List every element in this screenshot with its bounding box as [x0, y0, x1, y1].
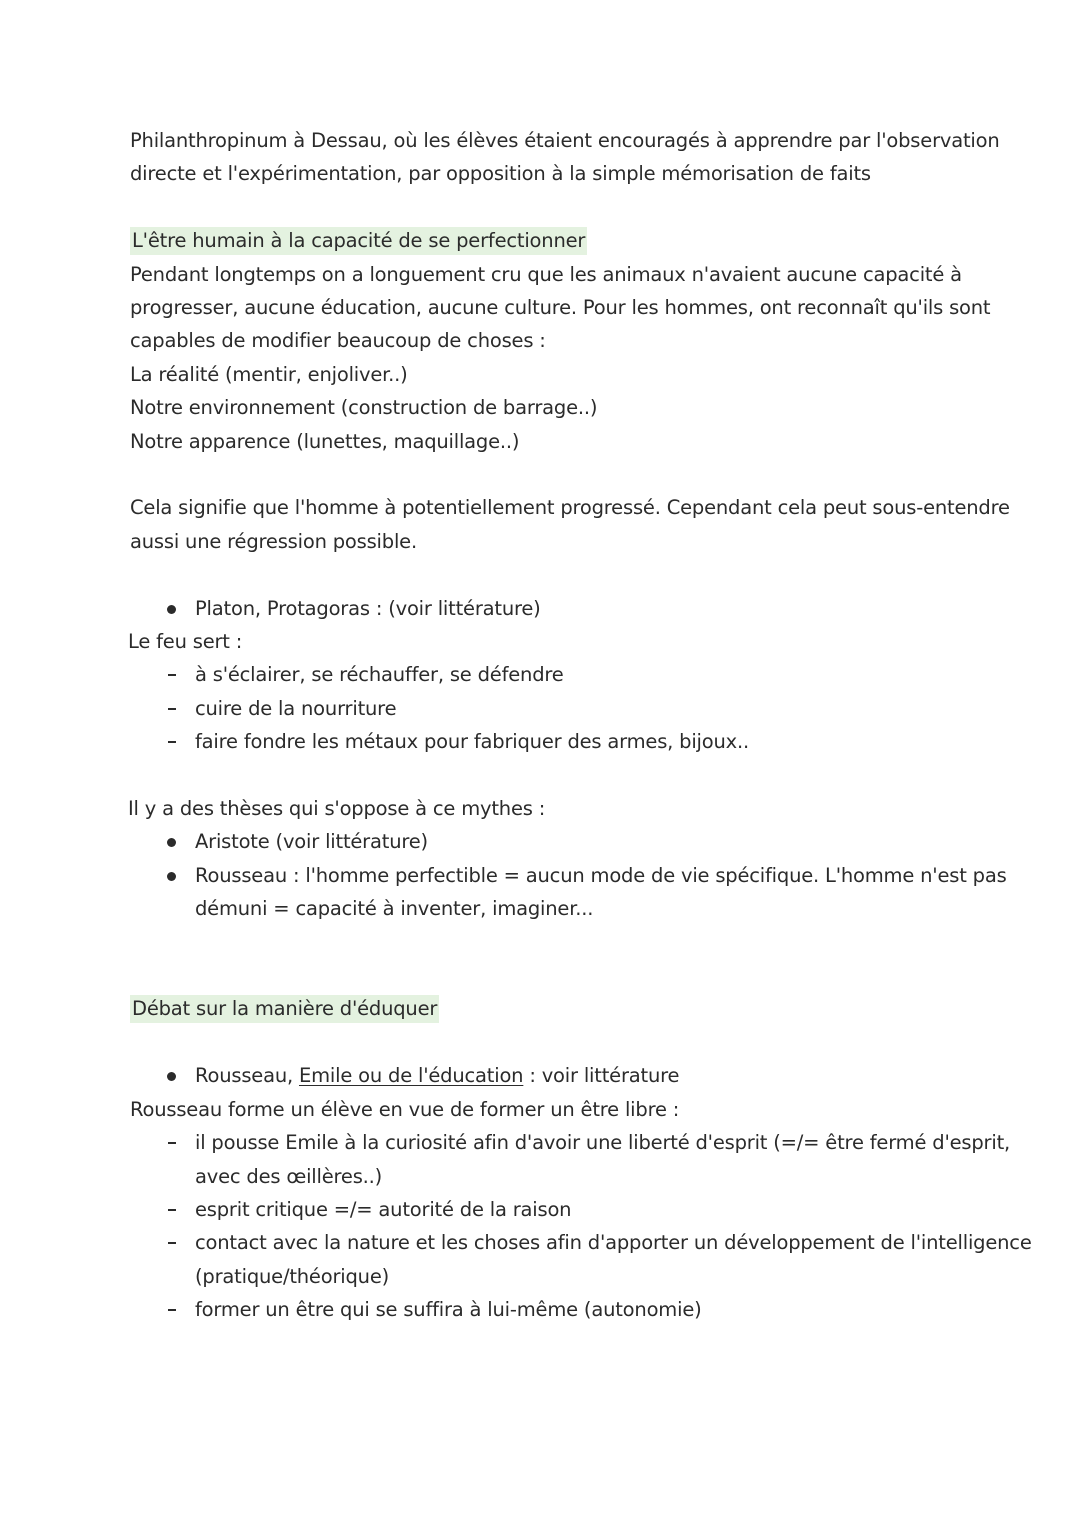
intro-line-2: directe et l'expérimentation, par opposition à la simple mémorisation de faits	[130, 162, 871, 186]
dash-text: esprit critique =/= autorité de la raison	[195, 1197, 572, 1221]
dash-text: contact avec la nature et les choses afin d'apporter un développement de l'intelligence	[195, 1231, 1032, 1255]
bullet-item-rousseau	[130, 859, 1007, 892]
dash-continuation: (pratique/théorique)	[195, 1264, 390, 1288]
dash-item	[130, 658, 950, 691]
paragraph-line: La réalité (mentir, enjoliver..)	[130, 362, 408, 386]
fire-intro: Le feu sert :	[128, 630, 243, 654]
theses-intro: Il y a des thèses qui s'oppose à ce mythes :	[128, 797, 546, 821]
dash-item	[130, 1293, 950, 1326]
dash-text: cuire de la nourriture	[195, 696, 397, 720]
book-title: Emile ou de l'éducation	[298, 1064, 524, 1088]
paragraph-line: Rousseau forme un élève en vue de former un être libre :	[130, 1097, 680, 1121]
highlighted-heading: L'être humain à la capacité de se perfectionner	[130, 227, 587, 255]
bullet-dot-icon	[167, 605, 176, 614]
dash-item	[130, 1226, 1032, 1259]
note-page	[128, 124, 1032, 1327]
bullet-text: Platon, Protagoras : (voir littérature)	[195, 596, 541, 620]
highlighted-heading: Débat sur la manière d'éduquer	[130, 995, 439, 1023]
dash-text: former un être qui se suffira à lui-même (autonomie)	[195, 1298, 702, 1322]
dash-item	[130, 692, 950, 725]
dash-icon	[168, 1142, 176, 1144]
section-heading-education	[130, 992, 950, 1025]
dash-icon	[168, 674, 176, 676]
paragraph-line: Cela signifie que l'homme à potentiellement progressé. Cependant cela peut sous-entendre	[130, 496, 1010, 520]
paragraph-line: Notre environnement (construction de barrage..)	[130, 396, 598, 420]
dash-item	[130, 725, 950, 758]
dash-text: faire fondre les métaux pour fabriquer des armes, bijoux..	[195, 730, 749, 754]
section-heading-perfection	[130, 224, 950, 257]
bullet-continuation: démuni = capacité à inventer, imaginer...	[195, 897, 594, 921]
bullet-suffix: : voir littérature	[523, 1064, 680, 1088]
bullet-prefix: Rousseau,	[195, 1064, 299, 1088]
dash-item	[130, 1193, 950, 1226]
dash-continuation: avec des œillères..)	[195, 1164, 383, 1188]
bullet-item-aristote	[130, 825, 950, 858]
intro-line-1: Philanthropinum à Dessau, où les élèves étaient encouragés à apprendre par l'observation	[130, 129, 1000, 152]
dash-icon	[168, 1209, 176, 1211]
bullet-dot-icon	[167, 838, 176, 847]
bullet-text: Rousseau : l'homme perfectible = aucun mode de vie spécifique. L'homme n'est pas	[195, 863, 1007, 887]
dash-icon	[168, 708, 176, 710]
dash-item	[130, 1126, 1011, 1159]
bullet-item-platon	[130, 592, 950, 625]
bullet-text: Aristote (voir littérature)	[195, 830, 428, 854]
paragraph-line: Notre apparence (lunettes, maquillage..)	[130, 429, 520, 453]
dash-icon	[168, 1309, 176, 1311]
dash-icon	[168, 1242, 176, 1244]
paragraph-line: progresser, aucune éducation, aucune culture. Pour les hommes, ont reconnaît qu'ils sont	[130, 296, 991, 320]
dash-text: il pousse Emile à la curiosité afin d'avoir une liberté d'esprit (=/= être fermé d'esprit,	[195, 1131, 1011, 1155]
dash-icon	[168, 741, 176, 743]
paragraph-line: aussi une régression possible.	[130, 529, 417, 553]
bullet-dot-icon	[167, 1072, 176, 1081]
bullet-item-emile	[130, 1059, 950, 1092]
bullet-dot-icon	[167, 872, 176, 881]
dash-text: à s'éclairer, se réchauffer, se défendre	[195, 663, 564, 687]
paragraph-line: capables de modifier beaucoup de choses :	[130, 329, 546, 353]
paragraph-line: Pendant longtemps on a longuement cru que les animaux n'avaient aucune capacité à	[130, 262, 962, 286]
